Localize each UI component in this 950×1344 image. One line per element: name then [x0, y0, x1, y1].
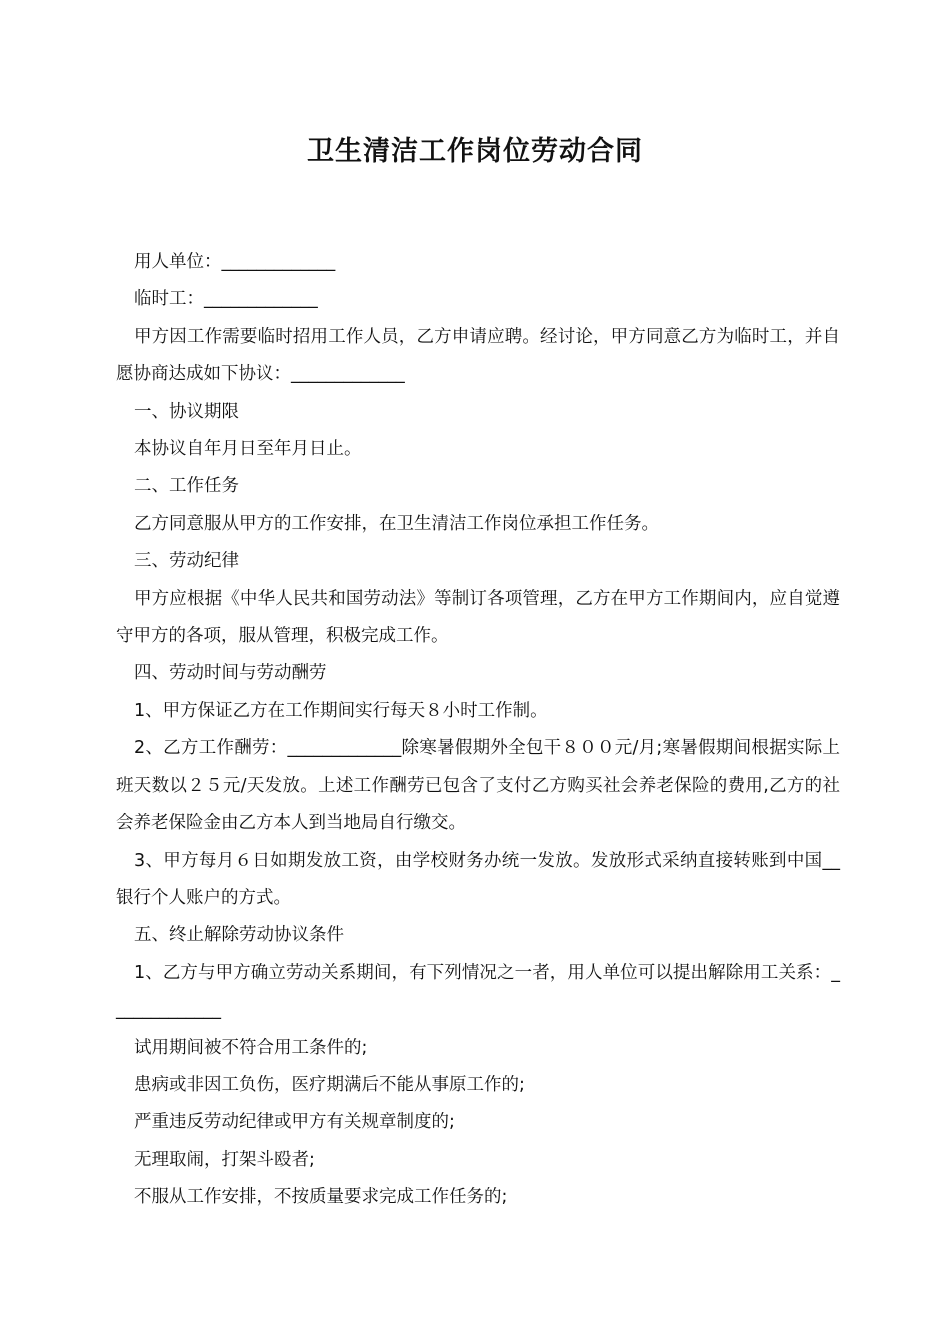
pay-clause: 2、乙方工作酬劳：_____________除寒暑假期外全包干８００元/月;寒暑假期间根据实际上班天数以２５元/天发放。上述工作酬劳已包含了支付乙方购买社会养老保险的费用,乙方的社会养老保险金由乙方本人到当地局自行缴交。: [116, 738, 840, 834]
intro-paragraph: 甲方因工作需要临时招用工作人员，乙方申请应聘。经讨论，甲方同意乙方为临时工，并自愿协商达成如下协议：_____________: [116, 326, 840, 385]
section-heading-termination: 五、终止解除劳动协议条件: [134, 925, 344, 946]
task-paragraph: 乙方同意服从甲方的工作安排，在卫生清洁工作岗位承担工作任务。: [134, 513, 659, 534]
termination-item: 无理取闹，打架斗殴者;: [134, 1149, 315, 1170]
termination-item: 不服从工作安排，不按质量要求完成工作任务的;: [134, 1187, 508, 1208]
temp-worker-line: 临时工：_____________: [134, 289, 318, 310]
term-paragraph: 本协议自年月日至年月日止。: [134, 439, 362, 460]
document-body: [116, 244, 840, 1217]
termination-item: 严重违反劳动纪律或甲方有关规章制度的;: [134, 1112, 455, 1133]
termination-item: 患病或非因工负伤，医疗期满后不能从事原工作的;: [134, 1074, 525, 1095]
section-heading-task: 二、工作任务: [134, 476, 239, 497]
section-heading-discipline: 三、劳动纪律: [134, 551, 239, 572]
discipline-paragraph: 甲方应根据《中华人民共和国劳动法》等制订各项管理，乙方在甲方工作期间内，应自觉遵守甲方的各项，服从管理，积极完成工作。: [116, 588, 840, 647]
section-heading-hours-pay: 四、劳动时间与劳动酬劳: [134, 663, 327, 684]
termination-clause: 1、乙方与甲方确立劳动关系期间，有下列情况之一者，用人单位可以提出解除用工关系：_____________: [116, 962, 840, 1021]
section-heading-term: 一、协议期限: [134, 401, 239, 422]
hours-clause: 1、甲方保证乙方在工作期间实行每天８小时工作制。: [134, 700, 548, 721]
payment-clause: 3、甲方每月６日如期发放工资，由学校财务办统一发放。发放形式采纳直接转账到中国__银行个人账户的方式。: [116, 850, 840, 908]
employer-line: 用人单位：_____________: [134, 252, 336, 272]
termination-item: 试用期间被不符合用工条件的;: [134, 1037, 368, 1058]
document-title: 卫生清洁工作岗位劳动合同: [307, 136, 643, 167]
